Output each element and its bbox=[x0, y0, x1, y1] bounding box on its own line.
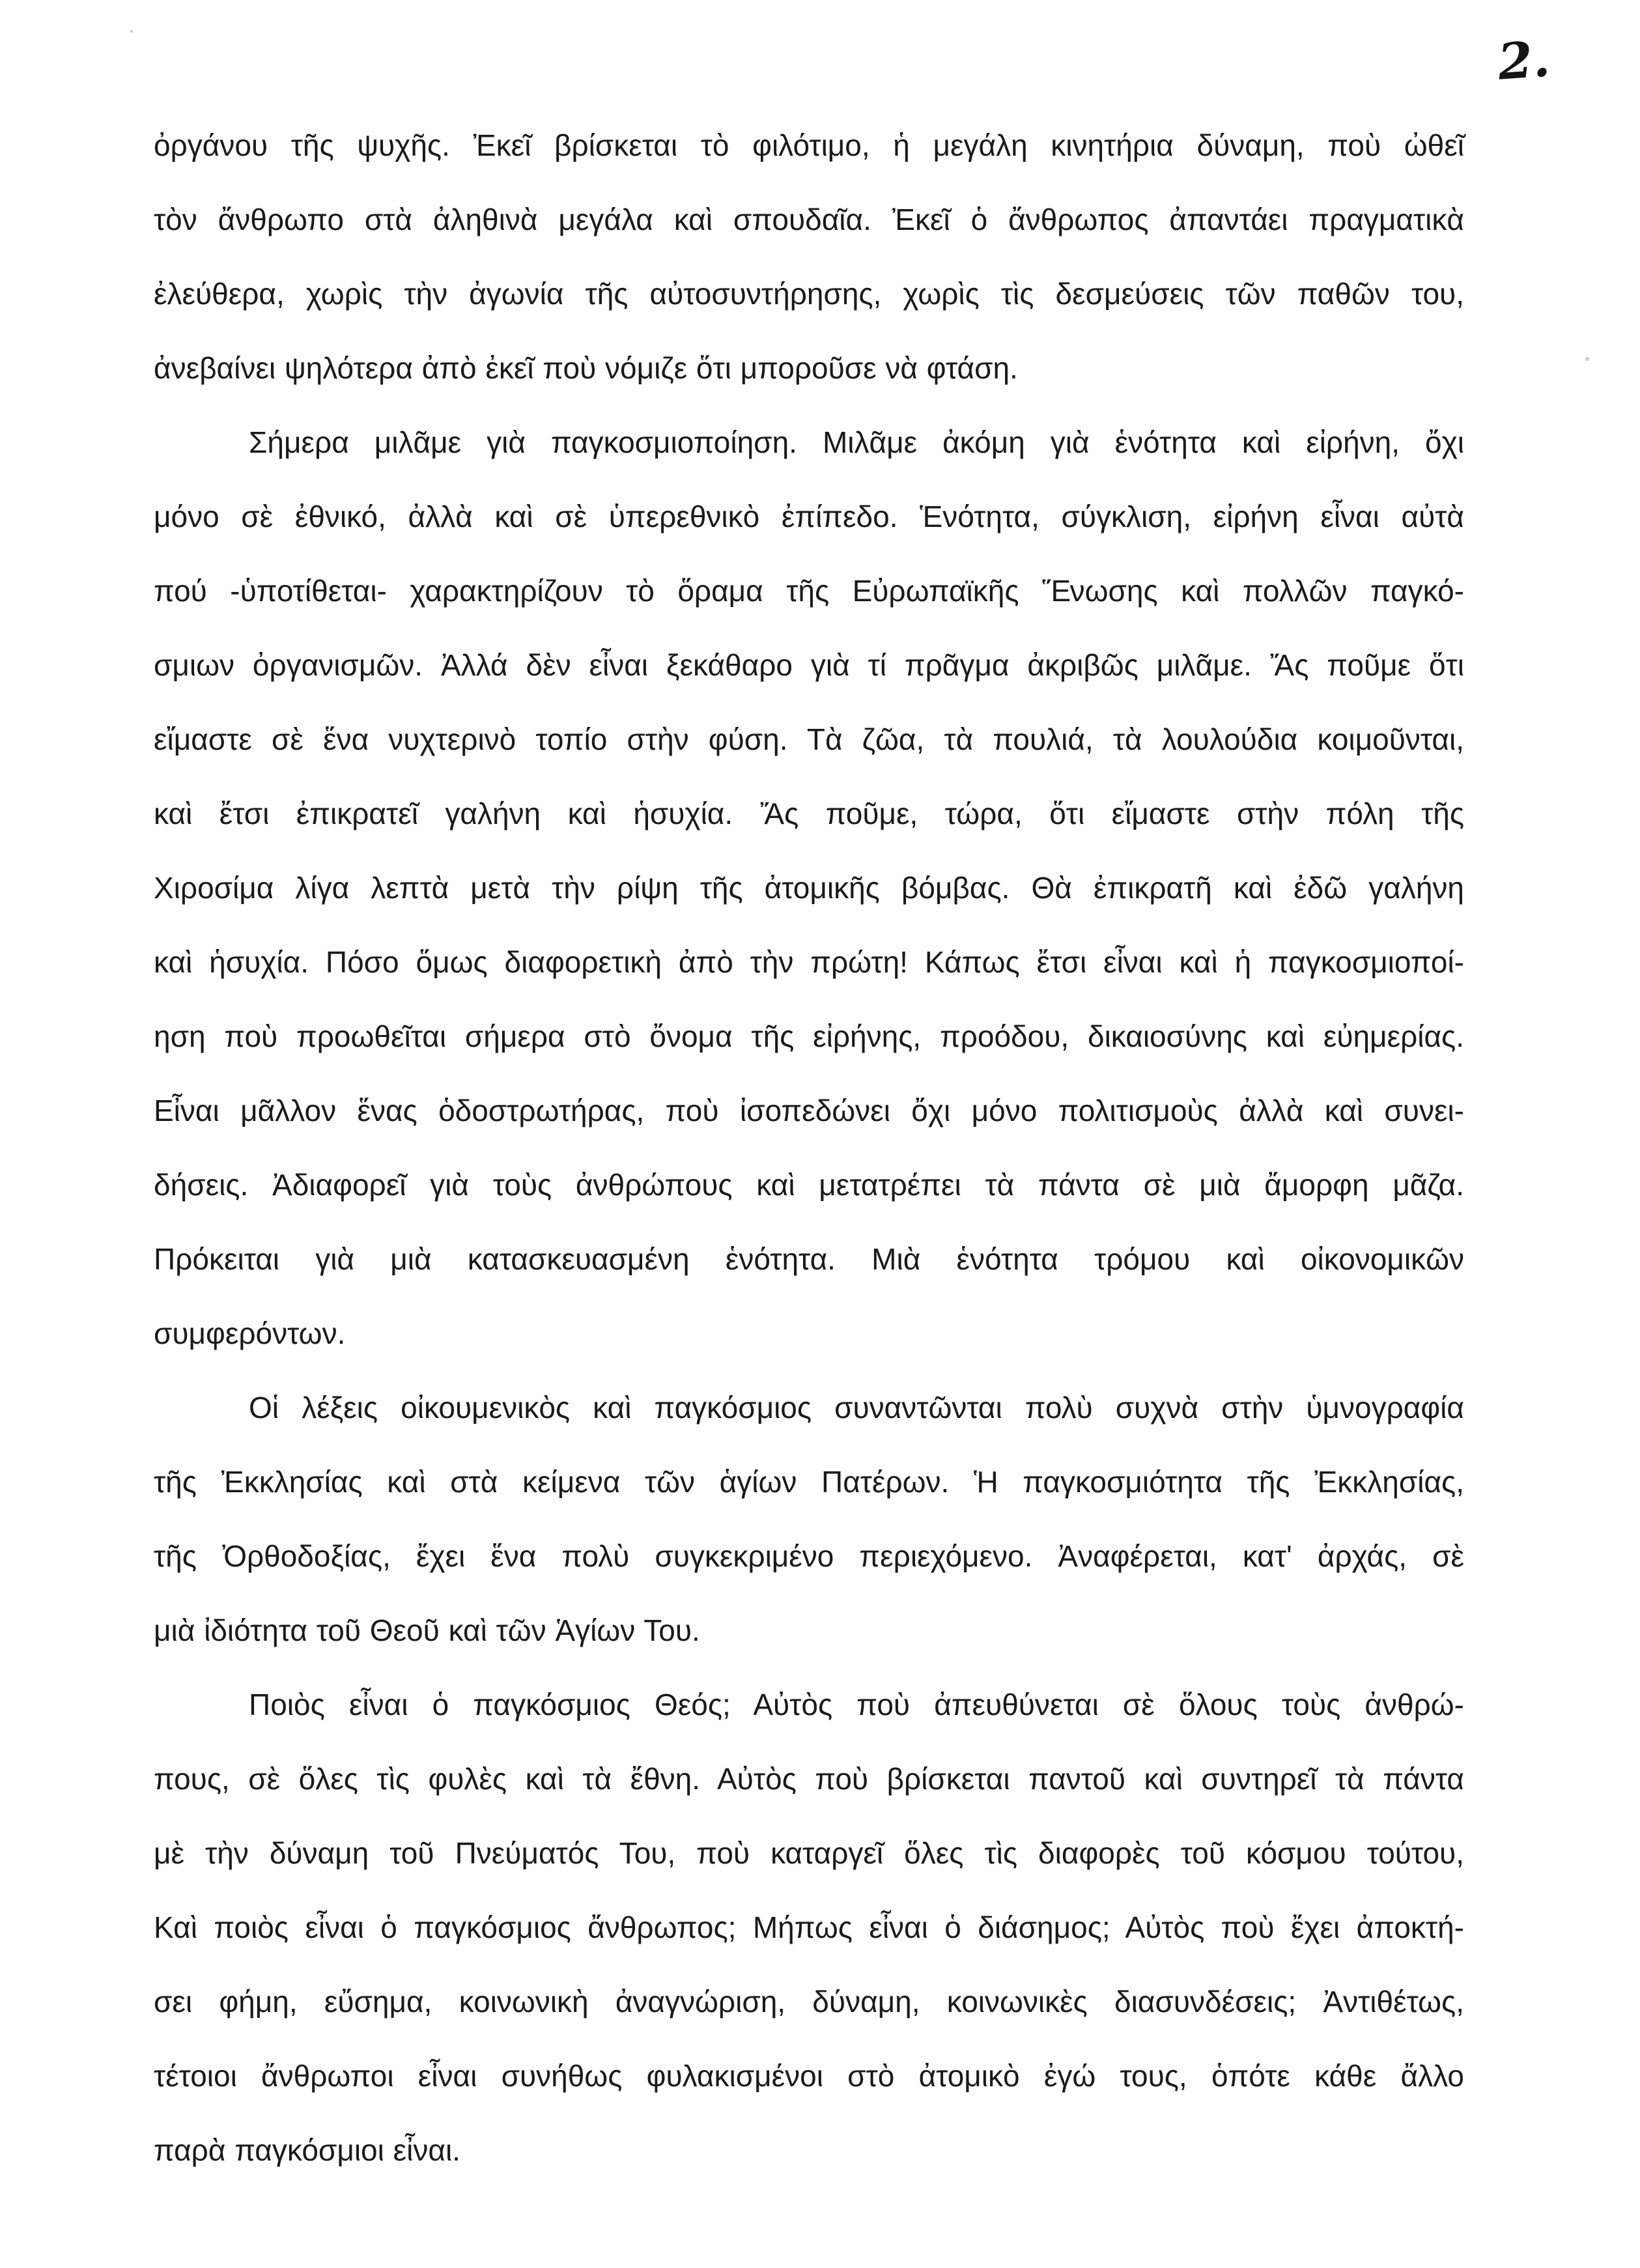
text-line: σει φήμη, εὔσημα, κοινωνικὴ ἀναγνώριση, δύναμη, κοινωνικὲς διασυνδέσεις; Ἀντιθέτως, bbox=[154, 1985, 1464, 2019]
page-number: 2. bbox=[1495, 29, 1552, 91]
text-line: τέτοιοι ἄνθρωποι εἶναι συνήθως φυλακισμένοι στὸ ἀτομικὸ ἐγώ τους, ὁπότε κάθε ἄλλο bbox=[154, 2059, 1464, 2093]
text-line: τὸν ἄνθρωπο στὰ ἀληθινὰ μεγάλα καὶ σπουδαῖα. Ἐκεῖ ὁ ἄνθρωπος ἀπαντάει πραγματικὰ bbox=[154, 203, 1464, 236]
text-line: ἐλεύθερα, χωρὶς τὴν ἀγωνία τῆς αὐτοσυντήρησης, χωρὶς τὶς δεσμεύσεις τῶν παθῶν του, bbox=[154, 277, 1464, 311]
text-line: Σήμερα μιλᾶμε γιὰ παγκοσμιοποίηση. Μιλᾶμε ἀκόμη γιὰ ἑνότητα καὶ εἰρήνη, ὄχι bbox=[249, 425, 1464, 459]
text-line: τῆς Ἐκκλησίας καὶ στὰ κείμενα τῶν ἁγίων Πατέρων. Ἡ παγκοσμιότητα τῆς Ἐκκλησίας, bbox=[154, 1465, 1464, 1499]
text-line: πού -ὑποτίθεται- χαρακτηρίζουν τὸ ὅραμα τῆς Εὐρωπαϊκῆς Ἕνωσης καὶ πολλῶν παγκό- bbox=[154, 574, 1464, 608]
text-line: καὶ ἡσυχία. Πόσο ὅμως διαφορετικὴ ἀπὸ τὴν πρώτη! Κάπως ἔτσι εἶναι καὶ ἡ παγκοσμιοποί- bbox=[154, 945, 1464, 979]
text-line: εἴμαστε σὲ ἕνα νυχτερινὸ τοπίο στὴν φύση. Τὰ ζῶα, τὰ πουλιά, τὰ λουλούδια κοιμοῦνται, bbox=[154, 722, 1464, 756]
text-line: πους, σὲ ὅλες τὶς φυλὲς καὶ τὰ ἔθνη. Αὐτὸς ποὺ βρίσκεται παντοῦ καὶ συντηρεῖ τὰ πάντα bbox=[154, 1762, 1464, 1796]
text-line: μόνο σὲ ἐθνικό, ἀλλὰ καὶ σὲ ὑπερεθνικὸ ἐπίπεδο. Ἑνότητα, σύγκλιση, εἰρήνη εἶναι αὐτὰ bbox=[154, 500, 1464, 533]
text-line: τῆς Ὀρθοδοξίας, ἔχει ἕνα πολὺ συγκεκριμένο περιεχόμενο. Ἀναφέρεται, κατ' ἀρχάς, σὲ bbox=[154, 1539, 1464, 1573]
body-text bbox=[154, 108, 1464, 2187]
text-line: ὀργάνου τῆς ψυχῆς. Ἐκεῖ βρίσκεται τὸ φιλότιμο, ἡ μεγάλη κινητήρια δύναμη, ποὺ ὠθεῖ bbox=[154, 128, 1464, 162]
text-line: συμφερόντων. bbox=[154, 1316, 346, 1350]
text-line: Ποιὸς εἶναι ὁ παγκόσμιος Θεός; Αὐτὸς ποὺ ἀπευθύνεται σὲ ὅλους τοὺς ἀνθρώ- bbox=[249, 1688, 1464, 1722]
text-line: Καὶ ποιὸς εἶναι ὁ παγκόσμιος ἄνθρωπος; Μήπως εἶναι ὁ διάσημος; Αὐτὸς ποὺ ἔχει ἀποκτή- bbox=[154, 1910, 1464, 1944]
text-line: μιὰ ἰδιότητα τοῦ Θεοῦ καὶ τῶν Ἁγίων Του. bbox=[154, 1613, 700, 1647]
text-line: μὲ τὴν δύναμη τοῦ Πνεύματός Του, ποὺ καταργεῖ ὅλες τὶς διαφορὲς τοῦ κόσμου τούτου, bbox=[154, 1836, 1464, 1870]
text-line: σμιων ὀργανισμῶν. Ἀλλά δὲν εἶναι ξεκάθαρο γιὰ τί πρᾶγμα ἀκριβῶς μιλᾶμε. Ἄς ποῦμε ὅτι bbox=[154, 648, 1464, 682]
scan-speck bbox=[130, 30, 133, 33]
text-line: δήσεις. Ἀδιαφορεῖ γιὰ τοὺς ἀνθρώπους καὶ μετατρέπει τὰ πάντα σὲ μιὰ ἄμορφη μᾶζα. bbox=[154, 1168, 1464, 1202]
text-line: Χιροσίμα λίγα λεπτὰ μετὰ τὴν ρίψη τῆς ἀτομικῆς βόμβας. Θὰ ἐπικρατῆ καὶ ἐδῶ γαλήνη bbox=[154, 871, 1464, 905]
text-line: Εἶναι μᾶλλον ἕνας ὁδοστρωτήρας, ποὺ ἰσοπεδώνει ὄχι μόνο πολιτισμοὺς ἀλλὰ καὶ συνει- bbox=[154, 1094, 1464, 1127]
text-line: Οἱ λέξεις οἰκουμενικὸς καὶ παγκόσμιος συναντῶνται πολὺ συχνὰ στὴν ὑμνογραφία bbox=[249, 1391, 1464, 1425]
scan-speck bbox=[1585, 357, 1589, 361]
text-line: Πρόκειται γιὰ μιὰ κατασκευασμένη ἑνότητα. Μιὰ ἑνότητα τρόμου καὶ οἰκονομικῶν bbox=[154, 1242, 1464, 1276]
text-line: παρὰ παγκόσμιοι εἶναι. bbox=[154, 2133, 460, 2167]
text-line: καὶ ἔτσι ἐπικρατεῖ γαλήνη καὶ ἡσυχία. Ἄς ποῦμε, τώρα, ὅτι εἴμαστε στὴν πόλη τῆς bbox=[154, 797, 1464, 830]
text-line: ηση ποὺ προωθεῖται σήμερα στὸ ὄνομα τῆς εἰρήνης, προόδου, δικαιοσύνης καὶ εὐημερίας. bbox=[154, 1019, 1464, 1053]
text-line: ἀνεβαίνει ψηλότερα ἀπὸ ἐκεῖ ποὺ νόμιζε ὅτι μποροῦσε νὰ φτάση. bbox=[154, 351, 1018, 385]
